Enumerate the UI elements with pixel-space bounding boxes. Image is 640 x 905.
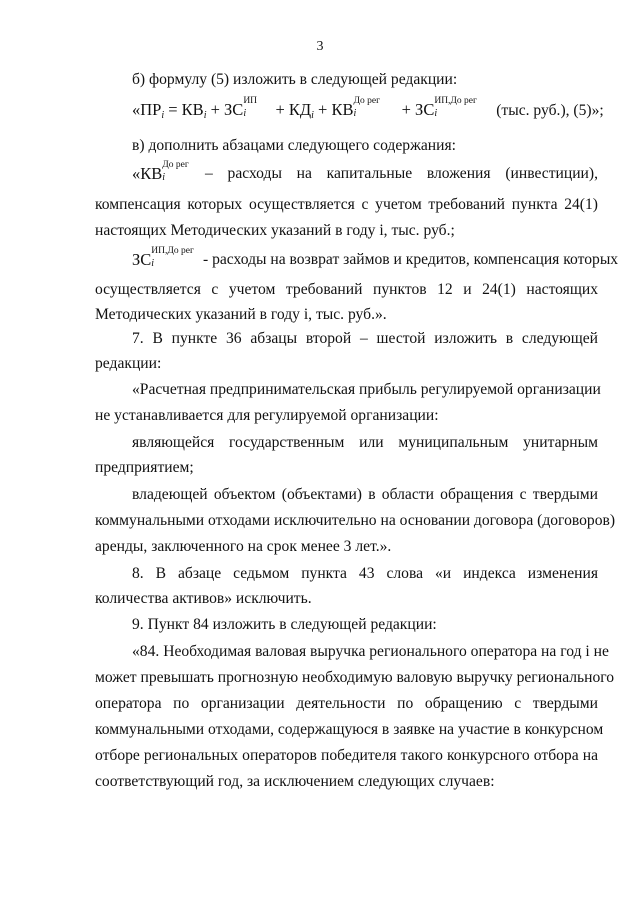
formula-subscript: i [161, 110, 165, 121]
paragraph-line: владеющей объектом (объектами) в области обращения с твердыми [132, 486, 598, 503]
formula-part: + КВ [313, 100, 354, 119]
paragraph-line: 8. В абзаце седьмом пункта 43 слова «и индекса изменения [132, 565, 598, 582]
formula-index [243, 96, 271, 119]
paragraph-line: компенсация которых осуществляется с учетом требований пункта 24(1) [95, 196, 598, 213]
formula-part: = КВ [164, 100, 204, 119]
paragraph-line: в) дополнить абзацами следующего содержания: [132, 137, 456, 154]
paragraph-line: осуществляется с учетом требований пунктов 12 и 24(1) настоящих [95, 281, 598, 298]
kv-term-subscript: i [162, 172, 166, 183]
formula-superscript: ИП,До рег [434, 96, 477, 106]
formula-part: + КД [271, 100, 312, 119]
zs-term-subscript: i [151, 258, 155, 269]
paragraph-line: оператора по организации деятельности по обращению с твердыми [95, 695, 598, 712]
formula-superscript: До рег [353, 96, 380, 106]
paragraph-line: предприятием; [95, 459, 194, 476]
paragraph-line: редакции: [95, 355, 162, 372]
paragraph-line: 7. В пункте 36 абзацы второй – шестой изложить в следующей [132, 330, 598, 347]
paragraph-line: «84. Необходимая валовая выручка регионального оператора на год i не [132, 643, 609, 660]
paragraph-line: не устанавливается для регулируемой организации: [95, 407, 439, 424]
paragraph-line: – расходы на капитальные вложения (инвестиции), [205, 165, 598, 182]
page-number: 3 [316, 39, 324, 54]
kv-term: «КВ [132, 164, 163, 183]
formula-subscript: i [434, 108, 438, 119]
kv-term-superscript: До рег [162, 160, 189, 170]
formula-part: «ПР [132, 100, 162, 119]
paragraph-line: аренды, заключенного на срок менее 3 лет.». [95, 538, 392, 555]
zs-term-index [151, 246, 209, 269]
paragraph-line: - расходы на возврат займов и кредитов, компенсация которых [203, 251, 619, 268]
paragraph-line: являющейся государственным или муниципальным унитарным [132, 434, 598, 451]
kv-term-index [162, 160, 206, 183]
zs-term: ЗС [132, 250, 152, 269]
formula-part: (тыс. руб.), (5)»; [492, 102, 604, 119]
formula-subscript: i [311, 110, 314, 121]
paragraph-line: б) формулу (5) изложить в следующей редакции: [132, 71, 458, 88]
formula-part: + ЗС [397, 100, 435, 119]
formula-part: + ЗС [206, 100, 244, 119]
formula-subscript: i [353, 108, 357, 119]
paragraph-line: отборе региональных операторов победителя такого конкурсного отбора на [95, 747, 598, 764]
paragraph-line: соответствующий год, за исключением следующих случаев: [95, 773, 495, 790]
formula-subscript: i [203, 110, 207, 121]
formula-superscript: ИП [243, 96, 258, 106]
zs-term-superscript: ИП,До рег [151, 246, 194, 256]
formula-index [353, 96, 398, 119]
paragraph-line: 9. Пункт 84 изложить в следующей редакции: [132, 616, 437, 633]
paragraph-line: «Расчетная предпринимательская прибыль регулируемой организации [132, 381, 601, 398]
paragraph-line: может превышать прогнозную необходимую валовую выручку регионального [95, 669, 615, 686]
paragraph-line: настоящих Методических указаний в году i, тыс. руб.; [95, 222, 455, 239]
paragraph-line: коммунальными отходами исключительно на основании договора (договоров) [95, 512, 616, 529]
paragraph-line: коммунальными отходами, содержащуюся в заявке на участие в конкурсном [95, 721, 604, 738]
paragraph-line: Методических указаний в году i, тыс. руб.». [95, 306, 387, 323]
paragraph-line: количества активов» исключить. [95, 590, 312, 607]
formula-subscript: i [243, 108, 247, 119]
formula-5 [132, 96, 604, 122]
formula-index [434, 96, 492, 119]
